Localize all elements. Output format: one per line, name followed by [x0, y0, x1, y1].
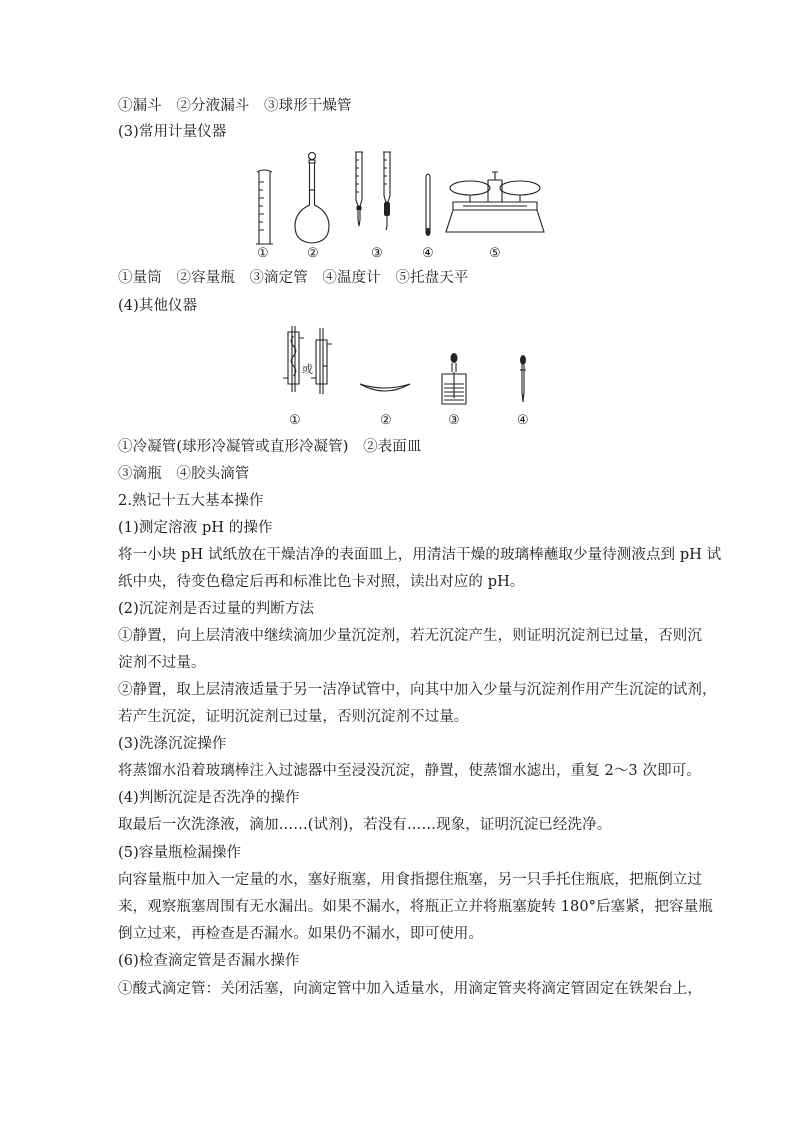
text-line-6: ③滴瓶 ④胶头滴管: [118, 466, 250, 482]
text-line-15: 若产生沉淀，证明沉淀剂已过量，否则沉淀剂不过量。: [118, 709, 469, 725]
graduated-cylinder-icon: [256, 170, 273, 244]
dropper-icon: [520, 355, 526, 402]
text-line-2: (3)常用计量仪器: [118, 124, 227, 140]
text-line-24: (6)检查滴定管是否漏水操作: [118, 953, 300, 969]
figure2-label-1: ①: [289, 413, 301, 428]
text-line-5: ①冷凝管(球形冷凝管或直形冷凝管) ②表面皿: [118, 439, 422, 455]
text-line-21: 向容量瓶中加入一定量的水，塞好瓶塞，用食指摁住瓶塞，另一只手托住瓶底，把瓶倒立过: [118, 872, 702, 888]
text-line-17: 将蒸馏水沿着玻璃棒注入过滤器中至浸没沉淀，静置，使蒸馏水滤出，重复 2～3 次即可。: [118, 763, 701, 779]
text-line-8: (1)测定溶液 pH 的操作: [118, 520, 273, 536]
figure1-label-5: ⑤: [489, 246, 501, 261]
figure1-label-3: ③: [371, 246, 383, 261]
text-line-22: 来，观察瓶塞周围有无水漏出。如果不漏水，将瓶正立并将瓶塞旋转 180°后塞紧，把容量瓶: [118, 899, 713, 915]
text-line-20: (5)容量瓶检漏操作: [118, 845, 242, 861]
text-line-18: (4)判断沉淀是否洗净的操作: [118, 790, 300, 806]
figure1-label-4: ④: [422, 246, 434, 261]
text-line-3: ①量筒 ②容量瓶 ③滴定管 ④温度计 ⑤托盘天平: [118, 270, 469, 286]
volumetric-flask-icon: [295, 153, 329, 244]
section-heading: 2.熟记十五大基本操作: [118, 493, 264, 509]
text-line-16: (3)洗涤沉淀操作: [118, 736, 227, 752]
text-line-9: 将一小块 pH 试纸放在干燥洁净的表面皿上，用清洁干燥的玻璃棒蘸取少量待测液点到 pH 试: [118, 547, 722, 563]
text-line-14: ②静置，取上层清液适量于另一洁净试管中，向其中加入少量与沉淀剂作用产生沉淀的试剂，: [118, 682, 717, 698]
other-instruments-figure: [280, 322, 540, 412]
figure2-label-4: ④: [517, 413, 529, 428]
condenser-icon: [283, 326, 332, 394]
dropping-bottle-icon: [442, 353, 466, 404]
figure1-label-1: ①: [257, 246, 269, 261]
text-line-10: 纸中央，待变色稳定后再和标准比色卡对照，读出对应的 pH。: [118, 574, 525, 590]
text-line-13: 淀剂不过量。: [118, 655, 206, 671]
text-line-1: ①漏斗 ②分液漏斗 ③球形干燥管: [118, 98, 352, 114]
balance-icon: [446, 172, 544, 232]
text-line-19: 取最后一次洗涤液，滴加……(试剂)，若没有……现象，证明沉淀已经洗净。: [118, 817, 612, 833]
figure2-label-3: ③: [448, 413, 460, 428]
burette-icon: [355, 152, 391, 230]
text-line-4: (4)其他仪器: [118, 298, 198, 314]
text-line-11: (2)沉淀剂是否过量的判断方法: [118, 601, 315, 617]
figure2-label-2: ②: [380, 413, 392, 428]
text-line-12: ①静置，向上层清液中继续滴加少量沉淀剂，若无沉淀产生，则证明沉淀剂已过量，否则沉: [118, 628, 702, 644]
condenser-or-text: 或: [302, 363, 313, 376]
measuring-instruments-figure: [248, 150, 548, 250]
watch-glass-icon: [360, 384, 410, 391]
figure1-label-2: ②: [307, 246, 319, 261]
text-line-25: ①酸式滴定管：关闭活塞，向滴定管中加入适量水，用滴定管夹将滴定管固定在铁架台上，: [118, 981, 702, 997]
text-line-23: 倒立过来，再检查是否漏水。如果仍不漏水，即可使用。: [118, 926, 483, 942]
thermometer-icon: [425, 174, 430, 236]
